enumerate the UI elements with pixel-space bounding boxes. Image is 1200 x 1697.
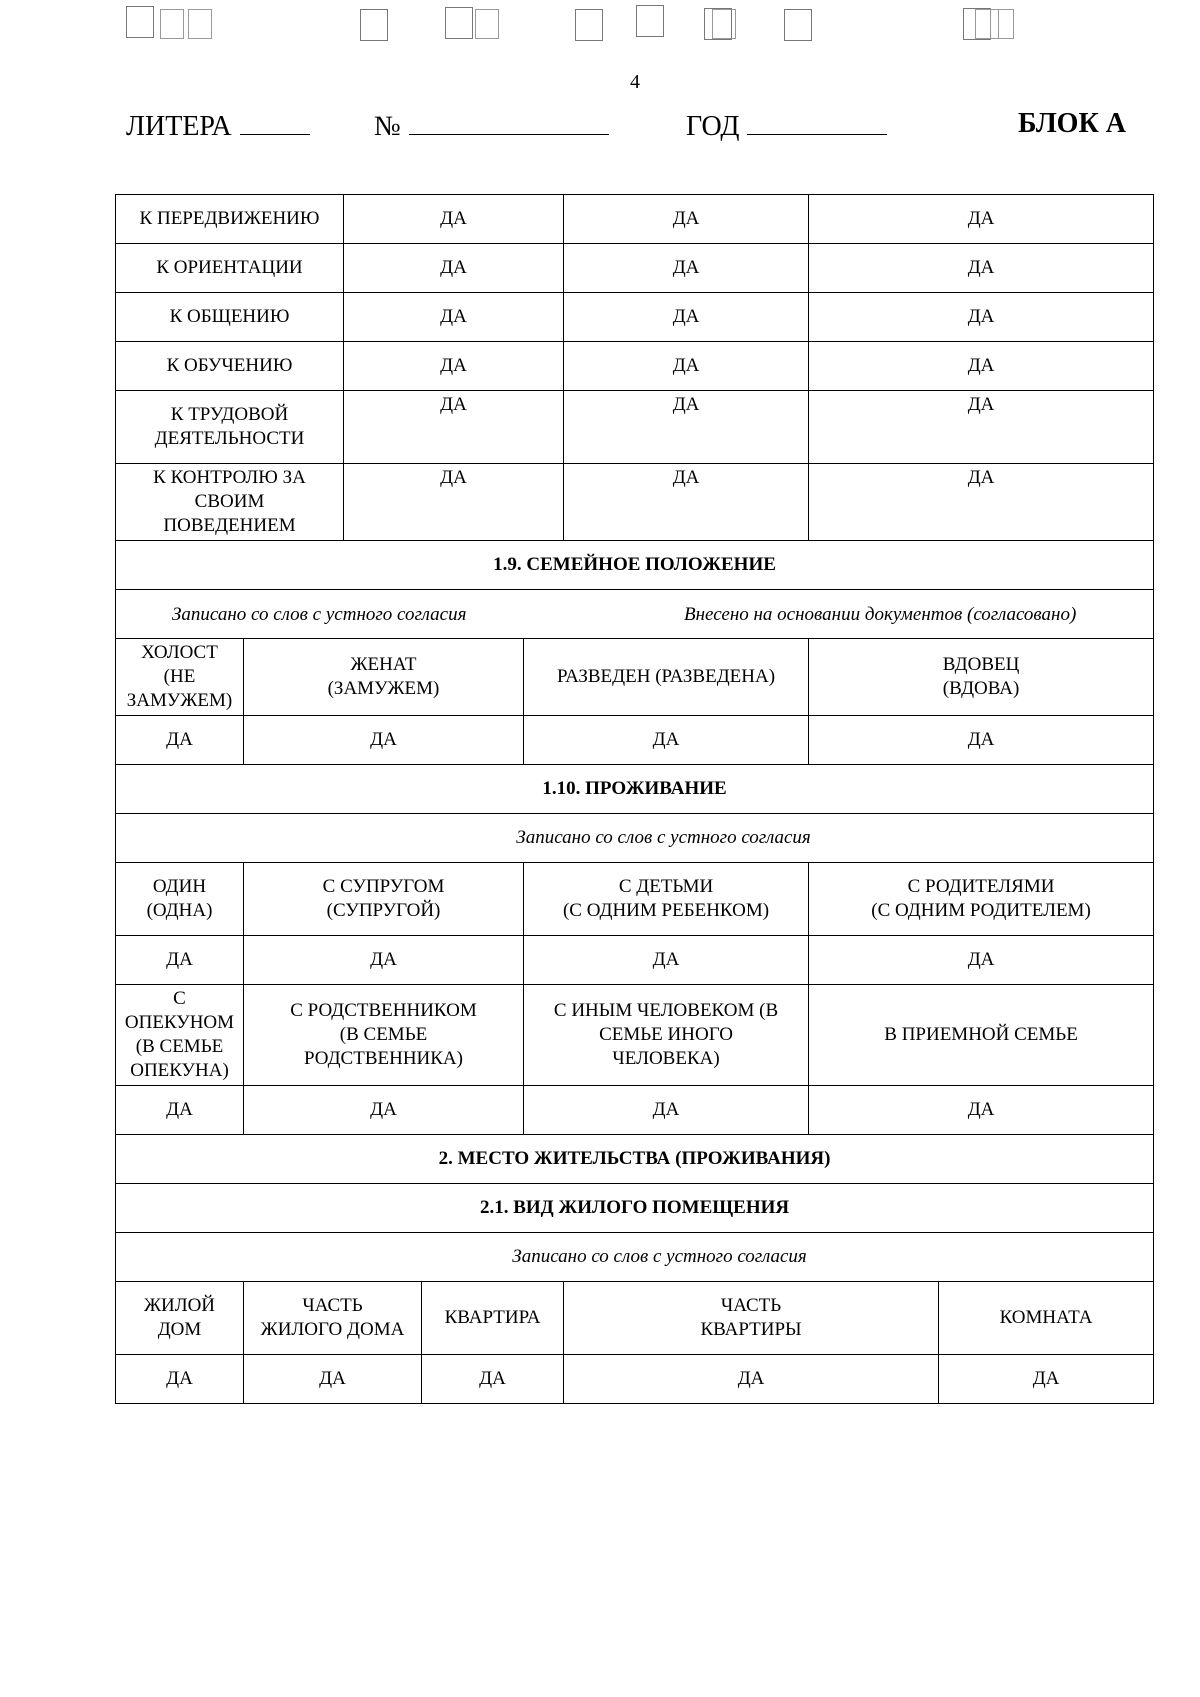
note-row: [116, 814, 1154, 863]
option-line: (В СЕМЬЕ ОПЕКУНА): [130, 1036, 229, 1081]
ability-value[interactable]: ДА: [809, 293, 1154, 342]
option-line: (ЗАМУЖЕМ): [327, 678, 440, 699]
assessment-form-table: [115, 194, 1154, 1404]
registration-mark: [360, 9, 388, 41]
ability-value[interactable]: ДА: [809, 391, 1154, 464]
value-row: [116, 1086, 1154, 1135]
section-row: [116, 1184, 1154, 1233]
ability-label: [116, 391, 344, 464]
option-line: С РОДИТЕЛЯМИ: [907, 876, 1055, 897]
section-row: [116, 541, 1154, 590]
option-row: [116, 639, 1154, 716]
family-note-cell: [116, 590, 1154, 639]
ability-value[interactable]: ДА: [809, 244, 1154, 293]
ability-label-line: К ТРУДОВОЙ: [170, 404, 289, 425]
option-line: (ВДОВА): [942, 678, 1020, 699]
option-line: (СУПРУГОЙ): [326, 900, 441, 921]
ability-label: К ОБЩЕНИЮ: [116, 293, 344, 342]
ability-label: К ПЕРЕДВИЖЕНИЮ: [116, 195, 344, 244]
registration-mark: [445, 7, 473, 39]
residence-option: [809, 863, 1154, 936]
family-option: [809, 639, 1154, 716]
registration-mark: [188, 9, 212, 39]
residence-value[interactable]: ДА: [524, 936, 809, 985]
litera-field: [126, 108, 310, 143]
option-line: ЖИЛОГО ДОМА: [260, 1319, 405, 1340]
note-row: [116, 1233, 1154, 1282]
residence-value[interactable]: ДА: [524, 1086, 809, 1135]
section-title-housing: 2.1. ВИД ЖИЛОГО ПОМЕЩЕНИЯ: [116, 1184, 1154, 1233]
ability-label-line: К КОНТРОЛЮ ЗА СВОИМ: [153, 467, 306, 512]
option-line: ЧЕЛОВЕКА): [612, 1048, 720, 1069]
registration-marks: [0, 0, 1200, 60]
family-option: [524, 639, 809, 716]
family-note-oral: Записано со слов с устного согласия: [172, 603, 467, 625]
residence-option: [116, 985, 244, 1086]
number-field: [374, 108, 609, 143]
option-line: КВАРТИРЫ: [700, 1319, 802, 1340]
ability-row: [116, 293, 1154, 342]
option-line: ЧАСТЬ: [302, 1295, 363, 1316]
housing-value[interactable]: ДА: [244, 1355, 422, 1404]
option-line: РОДСТВЕННИКА): [304, 1048, 463, 1069]
housing-note: Записано со слов с устного согласия: [116, 1233, 1154, 1282]
ability-value[interactable]: ДА: [344, 391, 564, 464]
ability-value[interactable]: ДА: [344, 244, 564, 293]
ability-row: [116, 244, 1154, 293]
option-line: РАЗВЕДЕН (РАЗВЕДЕНА): [556, 666, 776, 687]
registration-mark: [636, 5, 664, 37]
year-label: ГОД: [686, 111, 740, 142]
ability-label-line: ПОВЕДЕНИЕМ: [163, 515, 296, 536]
ability-value[interactable]: ДА: [344, 342, 564, 391]
number-input-line[interactable]: [409, 108, 609, 135]
note-row: [116, 590, 1154, 639]
ability-value[interactable]: ДА: [344, 464, 564, 541]
option-line: (С ОДНИМ РЕБЕНКОМ): [562, 900, 770, 921]
option-line: КОМНАТА: [999, 1307, 1093, 1328]
residence-note: Записано со слов с устного согласия: [116, 814, 1154, 863]
value-row: [116, 716, 1154, 765]
housing-value[interactable]: ДА: [939, 1355, 1154, 1404]
ability-value[interactable]: ДА: [564, 293, 809, 342]
section-title-residence: 1.10. ПРОЖИВАНИЕ: [116, 765, 1154, 814]
family-value[interactable]: ДА: [524, 716, 809, 765]
family-value[interactable]: ДА: [116, 716, 244, 765]
option-line: С РОДСТВЕННИКОМ: [290, 1000, 477, 1021]
ability-label: К ОРИЕНТАЦИИ: [116, 244, 344, 293]
residence-option: [524, 985, 809, 1086]
ability-value[interactable]: ДА: [344, 293, 564, 342]
option-line: (НЕ ЗАМУЖЕМ): [126, 666, 233, 711]
option-line: (С ОДНИМ РОДИТЕЛЕМ): [871, 900, 1091, 921]
option-line: С ДЕТЬМИ: [618, 876, 714, 897]
litera-input-line[interactable]: [240, 108, 310, 135]
residence-value[interactable]: ДА: [809, 936, 1154, 985]
housing-option: [244, 1282, 422, 1355]
ability-value[interactable]: ДА: [809, 195, 1154, 244]
section-title-place: 2. МЕСТО ЖИТЕЛЬСТВА (ПРОЖИВАНИЯ): [116, 1135, 1154, 1184]
ability-value[interactable]: ДА: [564, 244, 809, 293]
residence-option: [524, 863, 809, 936]
value-row: [116, 1355, 1154, 1404]
housing-option: [422, 1282, 564, 1355]
residence-option: [809, 985, 1154, 1086]
family-value[interactable]: ДА: [809, 716, 1154, 765]
ability-label-line: ДЕЯТЕЛЬНОСТИ: [154, 428, 305, 449]
residence-option: [116, 863, 244, 936]
housing-option: [564, 1282, 939, 1355]
option-line: ВДОВЕЦ: [942, 654, 1020, 675]
ability-row: [116, 391, 1154, 464]
registration-mark: [475, 9, 499, 39]
option-line: ЖЕНАТ: [350, 654, 417, 675]
litera-label: ЛИТЕРА: [126, 111, 232, 142]
option-line: (В СЕМЬЕ: [339, 1024, 428, 1045]
page-number: 4: [630, 71, 640, 93]
option-line: С ОПЕКУНОМ: [124, 988, 235, 1033]
ability-label: К ОБУЧЕНИЮ: [116, 342, 344, 391]
registration-mark: [990, 9, 1014, 39]
option-row: [116, 985, 1154, 1086]
family-note-documents: Внесено на основании документов (согласовано): [684, 603, 1077, 625]
housing-value[interactable]: ДА: [422, 1355, 564, 1404]
block-label: БЛОК А: [1018, 108, 1126, 139]
residence-value[interactable]: ДА: [244, 1086, 524, 1135]
housing-value[interactable]: ДА: [116, 1355, 244, 1404]
residence-value[interactable]: ДА: [116, 1086, 244, 1135]
family-value[interactable]: ДА: [244, 716, 524, 765]
family-option: [116, 639, 244, 716]
option-line: С ИНЫМ ЧЕЛОВЕКОМ (В: [553, 1000, 779, 1021]
option-row: [116, 1282, 1154, 1355]
option-line: ЧАСТЬ: [720, 1295, 782, 1316]
ability-row: [116, 464, 1154, 541]
family-option: [244, 639, 524, 716]
ability-value[interactable]: ДА: [809, 464, 1154, 541]
housing-option: [939, 1282, 1154, 1355]
option-row: [116, 863, 1154, 936]
residence-option: [244, 863, 524, 936]
ability-row: [116, 195, 1154, 244]
registration-mark: [712, 9, 736, 39]
ability-value[interactable]: ДА: [809, 342, 1154, 391]
residence-option: [244, 985, 524, 1086]
residence-value[interactable]: ДА: [809, 1086, 1154, 1135]
ability-value[interactable]: ДА: [564, 464, 809, 541]
section-title-family: 1.9. СЕМЕЙНОЕ ПОЛОЖЕНИЕ: [116, 541, 1154, 590]
registration-mark: [126, 6, 154, 38]
option-line: В ПРИЕМНОЙ СЕМЬЕ: [884, 1024, 1078, 1045]
housing-option: [116, 1282, 244, 1355]
option-line: КВАРТИРА: [444, 1307, 541, 1328]
residence-value[interactable]: ДА: [244, 936, 524, 985]
registration-mark: [784, 9, 812, 41]
ability-value[interactable]: ДА: [564, 342, 809, 391]
number-label: №: [374, 111, 401, 142]
option-line: ОДИН (ОДНА): [146, 876, 213, 921]
section-row: [116, 765, 1154, 814]
ability-value[interactable]: ДА: [564, 391, 809, 464]
option-line: ХОЛОСТ: [141, 642, 218, 663]
option-line: ЖИЛОЙ ДОМ: [143, 1295, 216, 1340]
section-row: [116, 1135, 1154, 1184]
year-field: [686, 108, 887, 143]
option-line: С СУПРУГОМ: [322, 876, 445, 897]
ability-value[interactable]: ДА: [564, 195, 809, 244]
value-row: [116, 936, 1154, 985]
residence-value[interactable]: ДА: [116, 936, 244, 985]
ability-label: [116, 464, 344, 541]
registration-mark: [160, 9, 184, 39]
registration-mark: [575, 9, 603, 41]
option-line: СЕМЬЕ ИНОГО: [599, 1024, 733, 1045]
housing-value[interactable]: ДА: [564, 1355, 939, 1404]
ability-row: [116, 342, 1154, 391]
ability-value[interactable]: ДА: [344, 195, 564, 244]
year-input-line[interactable]: [747, 108, 887, 135]
